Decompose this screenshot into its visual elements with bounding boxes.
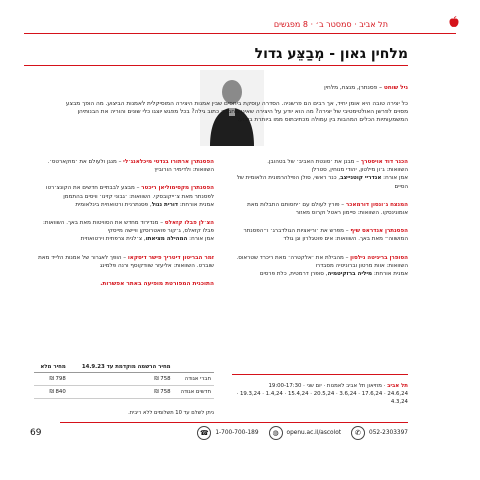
list-item bbox=[32, 219, 214, 244]
phone-contact[interactable] bbox=[197, 426, 258, 440]
globe-icon: ◍ bbox=[269, 426, 283, 440]
item-title: הצ׳לן פבלו קזאלס bbox=[164, 220, 214, 227]
bio-intro: – פסנתרן, מנצח, מלחין bbox=[324, 85, 384, 91]
item-guest: המהילה מציאתו bbox=[145, 236, 188, 243]
whatsapp-contact[interactable] bbox=[351, 426, 408, 440]
item-text: – מהבילת את ׳אלקטרה׳ מאת ריכרד שטראוס. השוואות: אוות מרטון וברוניטיה מסבדרו bbox=[236, 254, 408, 269]
list-item bbox=[32, 158, 214, 174]
header-text: תל אביב · סמסטר ב׳ · 8 מפגשים bbox=[273, 20, 388, 29]
item-text: – מנדירוד מחדש את הסוויטות מאת באך. השוואות: פבלו קזאלס, ג׳קור פואטרוסקן וויישה מייסקי bbox=[42, 220, 214, 235]
bio-name: ניל שוחט bbox=[383, 85, 408, 91]
phone-number: 1-700-700-189 bbox=[215, 430, 259, 436]
performance-dates: 24.6,24 · 17.6,24 · 3.6,24 · 20.5,24 · 15.4,24 · 1.4,24 · 19.3,24 · 4.3,24 bbox=[236, 391, 408, 405]
price-table bbox=[34, 362, 214, 399]
table-header bbox=[174, 362, 214, 373]
header-rule bbox=[24, 33, 456, 34]
item-compare-label: השוואות: bbox=[386, 167, 408, 174]
program-note: התוכנית המפורטת מופיעה באתר אפשרות. bbox=[100, 281, 214, 288]
phone-icon: ☎ bbox=[197, 426, 211, 440]
item-guest-label: אמנית אורחת: bbox=[178, 201, 214, 208]
title-rule bbox=[24, 65, 408, 66]
item-title: הכנר דוד אויסטרך bbox=[360, 159, 408, 165]
table-cell: 758 ₪ bbox=[69, 386, 174, 399]
table-header-row bbox=[34, 362, 214, 373]
item-guest-desc: , צ׳לנית צרפתית וירטואוזית bbox=[80, 236, 146, 243]
item-guest: אנדריי קוטנייצב bbox=[340, 175, 382, 182]
performance-label: תל אביב bbox=[387, 383, 408, 389]
item-guest-desc: , כנר ראשי, סולן הפילהרמונית הלאומית של הסיים bbox=[236, 175, 408, 190]
list-item bbox=[228, 158, 408, 191]
item-title: הפסנתרן אנדראס שיף bbox=[350, 228, 408, 235]
table-header: מחיר מלא bbox=[34, 362, 69, 373]
item-text: – מפרש את ׳וריאציות הגולדברג׳ ו״הפסנתר המושווה״ מאת באך. השוואות: אים פוטגלרון וגן גולד bbox=[243, 228, 408, 243]
item-text: – מבנן את ׳סונטת האביב׳ של בטהובן. bbox=[267, 159, 361, 165]
table-header: מחיר הרשמה מוקדמת עד 14.9.23 bbox=[69, 362, 174, 373]
whatsapp-icon: ✆ bbox=[351, 426, 365, 440]
item-title: הפסנתרן מקסימוליאן ריכטר bbox=[141, 185, 214, 192]
table-cell: חדשים אגודה bbox=[174, 386, 214, 399]
table-cell: 758 ₪ bbox=[69, 373, 174, 386]
performance-info bbox=[232, 382, 408, 406]
item-guest-label: אמנית אורחת: bbox=[372, 271, 408, 278]
right-column bbox=[228, 158, 408, 288]
table-cell: 798 ₪ bbox=[34, 373, 69, 386]
item-guest: דורית ננול bbox=[151, 201, 179, 208]
list-item bbox=[32, 184, 214, 209]
footer-rule bbox=[60, 422, 408, 423]
table-row bbox=[34, 373, 214, 386]
list-item bbox=[32, 254, 214, 270]
item-text: – פורץ לעולם עם ׳יחסותם התבלות מאת אומונינסקו. השוואות: סיימון ראטל וקרוס מאזור bbox=[247, 201, 408, 217]
item-guest-label: אמן אורח: bbox=[187, 236, 214, 243]
bio-heading bbox=[232, 84, 408, 92]
apple-icon bbox=[448, 16, 460, 28]
left-column bbox=[32, 158, 214, 288]
item-guest: מיליה ברזקיטמיה bbox=[327, 271, 373, 278]
item-title: זמר הבריטון דיטריך פישר דיסקאו bbox=[127, 254, 214, 261]
table-cell: 840 ₪ bbox=[34, 386, 69, 399]
list-item bbox=[228, 227, 408, 243]
footer-contacts bbox=[197, 426, 408, 440]
bio-text: כל יצירה טובה היא אומן יחיד, אך רבים הם פרשניה. הסדרה עוסקת ביחסים שבין אמנות היצירה המוסיקלית לאמנות הביצוע. מה הופך מבצע מסוים לפרשן האולטימטיבי של יצירה? מה הוא יודע על היצירה שאינו מחברה כתוב גילה? בכל מפגש יוצגו כלי שונים והוריה את הבנותיהן המשמעותיות הכלים המהבות בין עמולה מכתיבתוס ממו ביותרת ביצוע. bbox=[65, 101, 408, 123]
item-guest-desc: , סופרן דרמטית, כלת פרסים bbox=[259, 271, 328, 278]
table-cell: חברי אגודה bbox=[174, 373, 214, 386]
item-compare: ג׳ון מילטון, יהודי מנוחין, סטרלן bbox=[311, 167, 387, 174]
item-title: המנצח ג׳ונסון דורמאכר bbox=[345, 201, 408, 208]
item-title: הסופרן בריגיטה נילסון bbox=[350, 254, 408, 261]
item-title: הפסנתרן ארתורו בנדטי מיכלאנג׳לי bbox=[123, 159, 214, 165]
price-note: ניתן לשלם עד 10 תשלומים ללא ריבית. bbox=[128, 410, 214, 416]
page-title: מלחין גאון - מְבַצֵּע גדול bbox=[254, 46, 408, 62]
item-guest-label: אמן אורח: bbox=[381, 175, 408, 182]
table-row bbox=[34, 386, 214, 399]
performance-rule bbox=[232, 374, 408, 375]
item-guest-desc: , פסנתרנית ורטואוזית בינלאומית bbox=[75, 201, 152, 208]
page-number: 69 bbox=[30, 428, 42, 438]
item-text: – מנגן ולעולם את ׳מוקארטס׳. השוואות: ולדימיר הורוביץ bbox=[47, 159, 214, 174]
performance-text: · מוזיאון תל אביב לאמנות · יום שני · 19:00-17:30 bbox=[268, 383, 388, 389]
list-item bbox=[228, 254, 408, 279]
list-item bbox=[228, 201, 408, 217]
web-address: openu.ac.il/ascolot bbox=[286, 430, 342, 436]
item-text: – מבצע לבבתיים חדשים את הקונצ׳רטו לפסנתר מאת צ׳ייקובסקי. השוואות: ׳גבוני קזינו׳ וויסים בהתממן bbox=[45, 185, 214, 200]
whatsapp-number: 052-2303397 bbox=[369, 430, 408, 436]
item-text: – הופך לאגרור של אמנות הלייד מאת שוברט. השוואות: אליעזר שוודקוסף ורנה פלמינג bbox=[38, 254, 214, 269]
web-contact[interactable] bbox=[269, 426, 341, 440]
